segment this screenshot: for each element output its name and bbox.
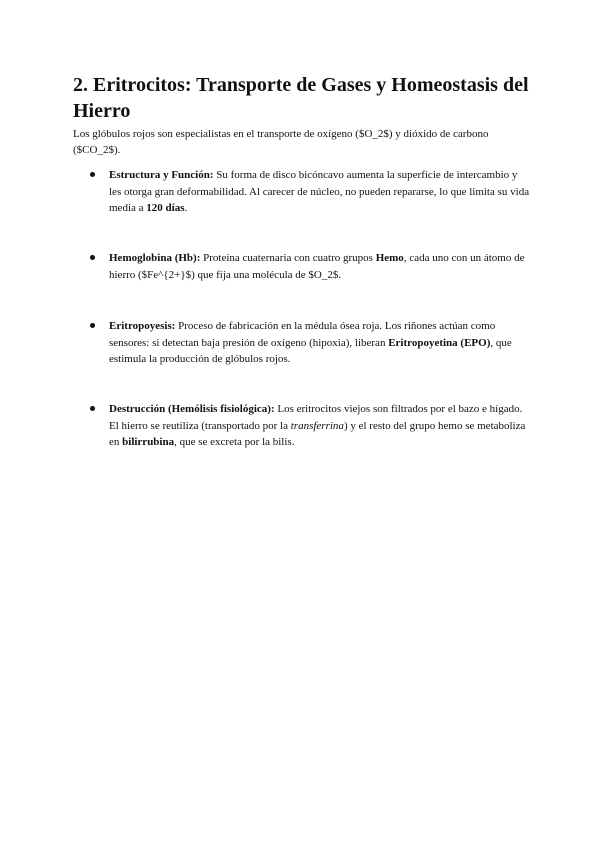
- bullet-body-end: , cada uno con un átomo de hierro ($Fe^{2+}$) que fija una molécula de $O_2$.: [109, 252, 525, 281]
- section-title: 2. Eritrocitos: Transporte de Gases y Homeostasis del Hierro: [73, 74, 529, 122]
- bullet-body: Su forma de disco bicóncavo aumenta la superficie de intercambio y les otorga gran deformabilidad. Al carecer de núcleo, no pueden repararse, lo que limita su vida media a: [109, 169, 530, 214]
- bullet-text: [109, 318, 530, 368]
- bullet-item-destruccion: [90, 401, 530, 451]
- bullet-highlight: Eritropoyetina (EPO): [388, 336, 491, 349]
- bullet-item-estructura: [90, 167, 530, 217]
- bullet-term: Destrucción (Hemólisis fisiológica):: [109, 403, 275, 415]
- bullet-dot-icon: [90, 323, 95, 328]
- bullet-term: Eritropoyesis:: [109, 320, 176, 332]
- bullet-text: [109, 250, 530, 283]
- bullet-highlight: Hemo: [375, 252, 404, 264]
- bullet-item-eritropoyesis: [90, 318, 530, 368]
- bullet-highlight: 120 días: [146, 202, 185, 214]
- bullet-dot-icon: [90, 406, 95, 411]
- bullet-term: Estructura y Función:: [109, 169, 214, 181]
- intro-paragraph: Los glóbulos rojos son especialistas en el transporte de oxígeno ($O_2$) y dióxido de carbono ($CO_2$).: [73, 128, 489, 156]
- bullet-text: [109, 401, 530, 451]
- bullet-emphasis: transferrina: [290, 419, 344, 432]
- bullet-text: [109, 167, 530, 217]
- bullet-dot-icon: [90, 255, 95, 260]
- bullet-body-end: , que estimula la producción de glóbulos rojos.: [109, 336, 512, 365]
- bullet-dot-icon: [90, 172, 95, 177]
- bullet-body: Proceso de fabricación en la médula ósea roja. Los riñones actúan como sensores: si detectan baja presión de oxígeno (hipoxia), liberan: [109, 320, 496, 349]
- bullet-body: Proteína cuaternaria con cuatro grupos: [200, 252, 376, 264]
- bullet-term: Hemoglobina (Hb):: [109, 252, 201, 264]
- bullet-highlight: bilirrubina: [122, 436, 175, 448]
- bullet-body-mid: ) y el resto del grupo hemo se metaboliza en: [109, 419, 526, 448]
- bullet-body: Los eritrocitos viejos son filtrados por el bazo e hígado. El hierro se reutiliza (transportado por la: [109, 403, 523, 432]
- bullet-body-end: , que se excreta por la bilis.: [174, 436, 295, 448]
- bullet-item-hemoglobina: [90, 250, 530, 283]
- bullet-body-end: .: [184, 202, 188, 214]
